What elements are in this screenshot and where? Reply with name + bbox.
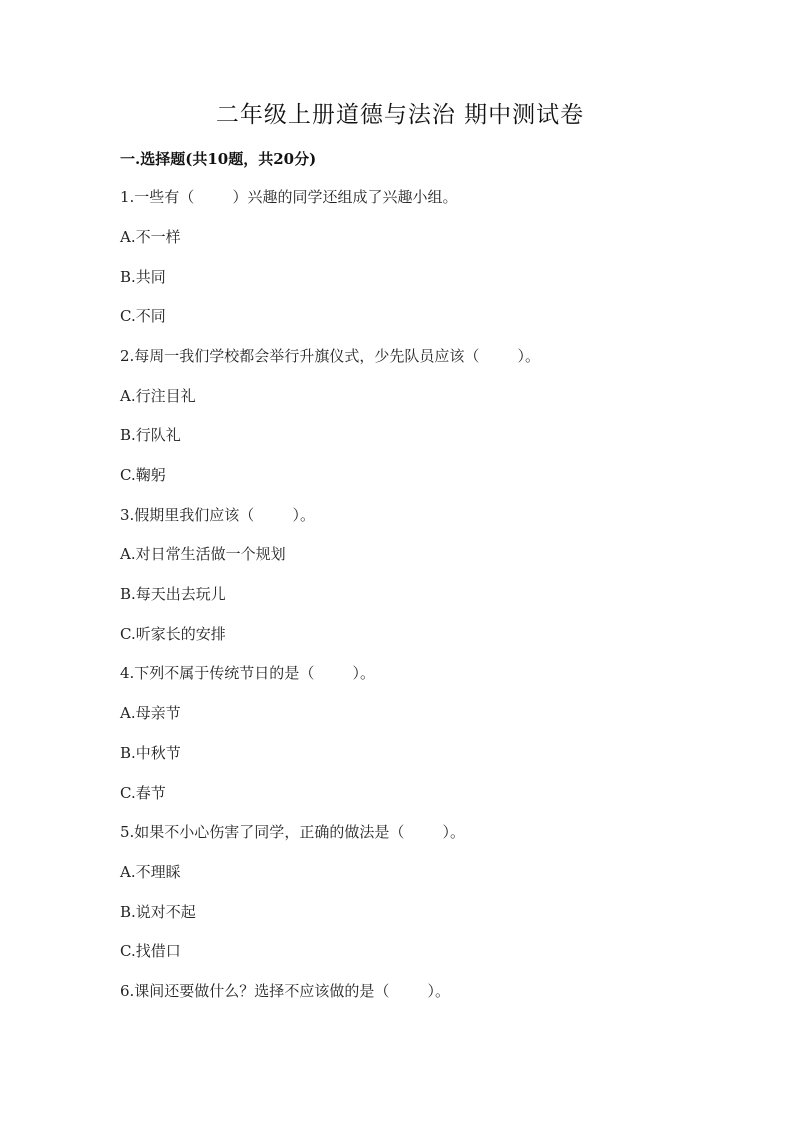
question-4-option-b: B.中秋节: [120, 744, 181, 762]
question-5-option-c: C.找借口: [120, 942, 181, 960]
question-1-option-b: B.共同: [120, 268, 166, 286]
question-5-stem: 5.如果不小心伤害了同学，正确的做法是（ ）。: [120, 823, 465, 841]
question-4-option-c: C.春节: [120, 784, 166, 802]
question-1-option-c: C.不同: [120, 307, 166, 325]
question-2-option-c: C.鞠躬: [120, 466, 166, 484]
question-3-option-c: C.听家长的安排: [120, 625, 226, 643]
question-1-option-a: A.不一样: [120, 228, 181, 246]
question-2-option-b: B.行队礼: [120, 426, 181, 444]
question-1-stem: 1.一些有（ ）兴趣的同学还组成了兴趣小组。: [120, 188, 458, 206]
question-2-option-a: A.行注目礼: [120, 387, 196, 405]
question-3-option-b: B.每天出去玩儿: [120, 585, 226, 603]
question-2-stem: 2.每周一我们学校都会举行升旗仪式，少先队员应该（ ）。: [120, 347, 540, 365]
section-heading: 一.选择题(共10题，共20分): [120, 150, 317, 168]
question-3-stem: 3.假期里我们应该（ ）。: [120, 506, 315, 524]
question-4-option-a: A.母亲节: [120, 704, 181, 722]
question-3-option-a: A.对日常生活做一个规划: [120, 545, 286, 563]
page-title: 二年级上册道德与法治 期中测试卷: [215, 102, 585, 128]
question-5-option-b: B.说对不起: [120, 903, 196, 921]
question-6-stem: 6.课间还要做什么？选择不应该做的是（ ）。: [120, 982, 450, 1000]
question-5-option-a: A.不理睬: [120, 863, 181, 881]
question-4-stem: 4.下列不属于传统节日的是（ ）。: [120, 664, 375, 682]
